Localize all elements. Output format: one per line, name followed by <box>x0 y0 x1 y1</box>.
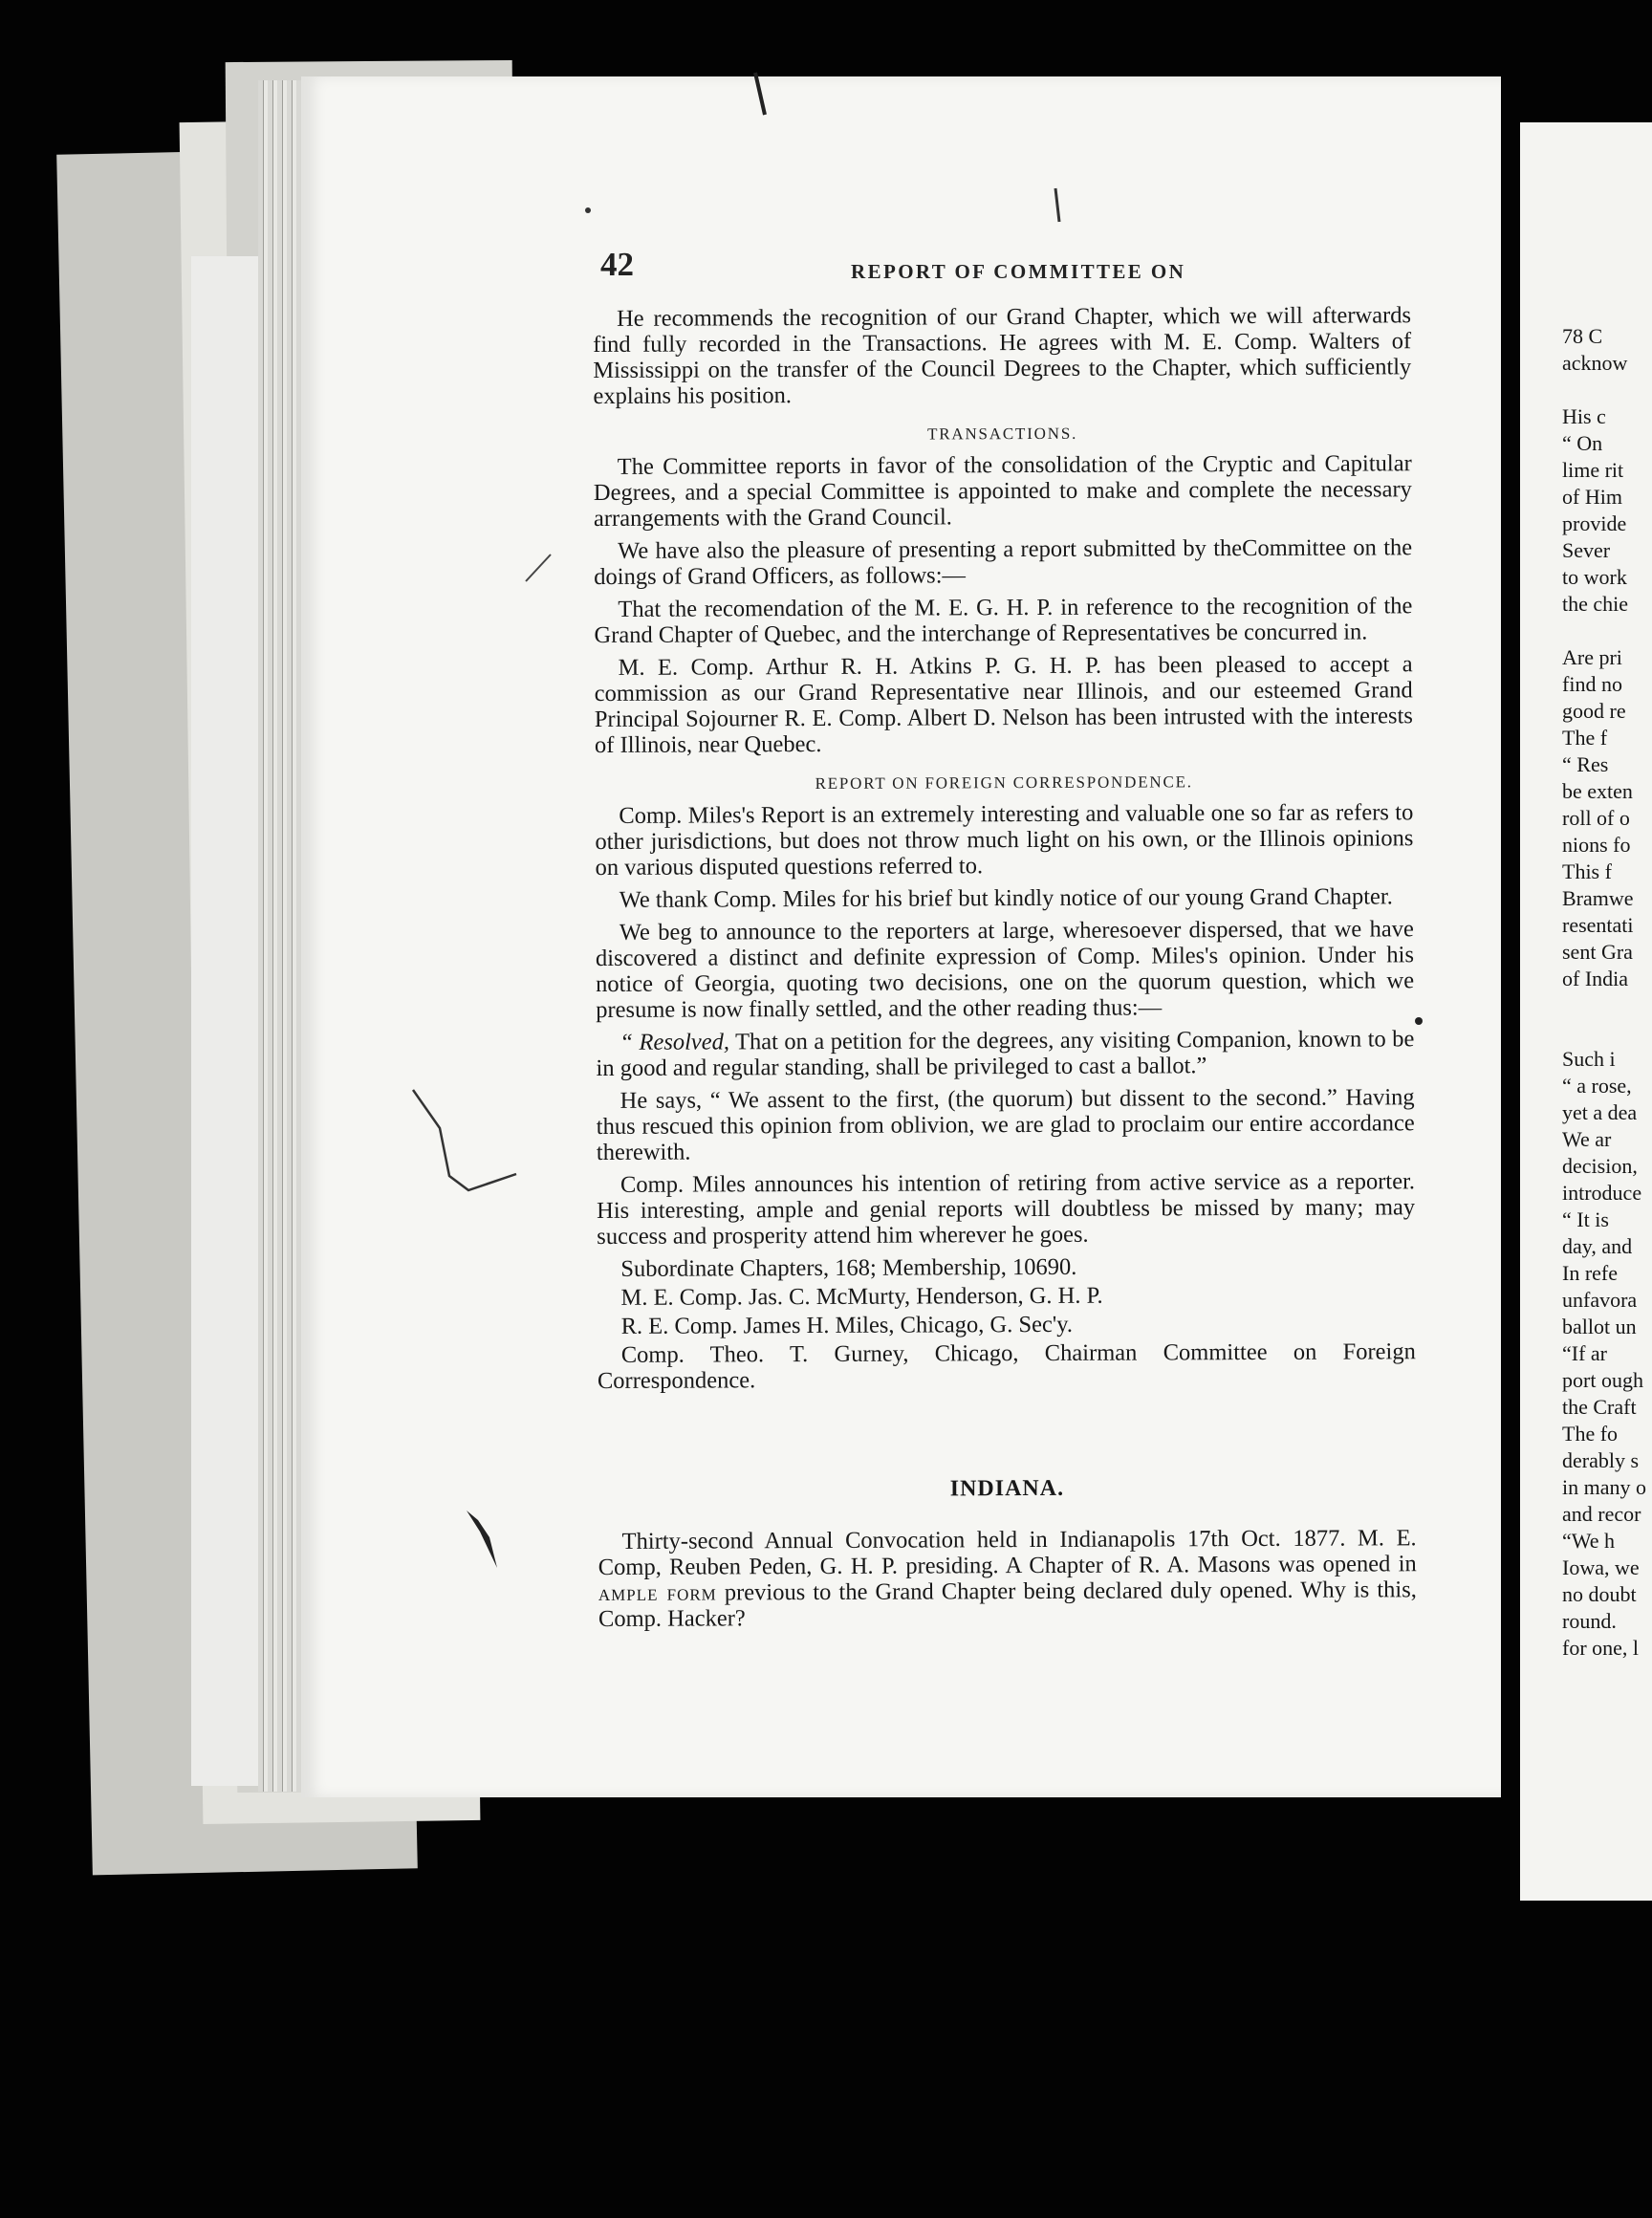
facing-page-line: find no <box>1562 672 1622 696</box>
facing-page-line: “ It is <box>1562 1207 1609 1231</box>
section-heading: REPORT ON FOREIGN CORRESPONDENCE. <box>815 772 1193 793</box>
facing-page-line: “If ar <box>1562 1341 1608 1365</box>
resolution-text: That on a petition for the degrees, any visiting Companion, known to be in good and regular standing, shall be privileged to cast a ballot.” <box>596 1026 1415 1081</box>
facing-page-line: “ On <box>1562 431 1603 455</box>
officer-line: M. E. Comp. Jas. C. McMurty, Henderson, G. H. P. <box>620 1282 1103 1311</box>
resolved-lead: “ Resolved, <box>620 1029 730 1055</box>
facing-page-line: “ Res <box>1562 752 1609 776</box>
facing-page-line: derably s <box>1562 1448 1640 1472</box>
page-number: 42 <box>600 246 634 283</box>
facing-page-line: introduce <box>1562 1181 1642 1205</box>
facing-page-line: Iowa, we <box>1562 1555 1640 1579</box>
facing-page-line: Bramwe <box>1562 886 1634 910</box>
paragraph-text: previous to the Grand Chapter being declared duly opened. Why is this, Comp. Hacker? <box>598 1577 1417 1632</box>
officer-line: Comp. Theo. T. Gurney, Chicago, Chairman Committee on Foreign Correspondence. <box>597 1338 1416 1394</box>
facing-page-line <box>1562 377 1652 403</box>
paragraph: We thank Comp. Miles for his brief but kindly notice of our young Grand Chapter. <box>619 883 1393 913</box>
facing-page-line: “We h <box>1562 1529 1616 1553</box>
facing-page-line: unfavora <box>1562 1288 1638 1312</box>
facing-page-line: in many o <box>1562 1475 1646 1499</box>
facing-page-line: the Craft <box>1562 1395 1637 1419</box>
facing-page-line: roll of o <box>1562 806 1630 830</box>
facing-page-line <box>1562 618 1652 644</box>
facing-page-line: In refe <box>1562 1261 1619 1285</box>
facing-page-text <box>1562 323 1652 1662</box>
facing-page-line: 78 C <box>1562 324 1603 348</box>
state-heading: INDIANA. <box>949 1475 1065 1502</box>
facing-page-line: decision, <box>1562 1154 1638 1178</box>
facing-page-line: This f <box>1562 859 1612 883</box>
facing-page <box>1520 122 1652 1901</box>
facing-page-line: to work <box>1562 565 1627 589</box>
facing-page-line: resentati <box>1562 913 1634 937</box>
paragraph: Comp. Miles announces his intention of retiring from active service as a reporter. His interesting, ample and genial reports will doubtless be missed by many; may success and prosperity attend him wherever he goes. <box>597 1168 1416 1250</box>
facing-page-line: port ough <box>1562 1368 1643 1392</box>
facing-page-line: We ar <box>1562 1127 1612 1151</box>
facing-page-line <box>1562 992 1652 1019</box>
facing-page-line: provide <box>1562 511 1627 535</box>
facing-page-line: The fo <box>1562 1422 1619 1446</box>
quoted-resolution <box>596 1026 1414 1081</box>
facing-page-line: round. <box>1562 1609 1617 1633</box>
paragraph: That the recomendation of the M. E. G. H. P. in reference to the recognition of the Grand Chapter of Quebec, and the interchange of Representatives be concurred in. <box>594 593 1413 648</box>
paragraph: Comp. Miles's Report is an extremely interesting and valuable one so far as refers to other jurisdictions, but does not throw much light on his own, or the Illinois opinions on various disputed questions referred to. <box>595 799 1414 881</box>
running-head: REPORT OF COMMITTEE ON <box>851 260 1186 283</box>
facing-page-line: Sever <box>1562 538 1611 562</box>
facing-page-line: of India <box>1562 967 1629 990</box>
text-column <box>593 302 1417 1639</box>
facing-page-line: sent Gra <box>1562 940 1633 964</box>
statistics-line: Subordinate Chapters, 168; Membership, 10690. <box>620 1253 1077 1282</box>
facing-page-line: for one, l <box>1562 1636 1640 1660</box>
facing-page-line: Such i <box>1562 1047 1616 1071</box>
paragraph: M. E. Comp. Arthur R. H. Atkins P. G. H. P. has been pleased to accept a commission as our Grand Representative near Illinois, and our esteemed Grand Principal Sojourner R. E. Comp. Albert D. Nelson has been intrusted with the interests of Illinois, near Quebec. <box>594 651 1413 758</box>
facing-page-line: of Him <box>1562 485 1622 509</box>
paragraph: He says, “ We assent to the first, (the quorum) but dissent to the second.” Having thus rescued this opinion from oblivion, we are glad to proclaim our entire accordance therewith. <box>596 1084 1415 1165</box>
paragraph: He recommends the recognition of our Grand Chapter, which we will afterwards find fully recorded in the Transactions. He agrees with M. E. Comp. Walters of Mississippi on the transfer of the Council Degrees to the Chapter, which sufficiently explains his position. <box>593 302 1412 409</box>
facing-page-line: and recor <box>1562 1502 1641 1526</box>
paragraph-text: Thirty-second Annual Convocation held in Indianapolis 17th Oct. 1877. M. E. Comp, Reuben Peden, G. H. P. presiding. A Chapter of R. A. Masons was opened in <box>598 1525 1417 1580</box>
facing-page-line: Are pri <box>1562 645 1622 669</box>
facing-page-line: The f <box>1562 726 1608 750</box>
officer-line: R. E. Comp. James H. Miles, Chicago, G. Sec'y. <box>620 1311 1074 1339</box>
paragraph: We have also the pleasure of presenting a report submitted by theCommittee on the doings of Grand Officers, as follows:— <box>594 534 1413 590</box>
facing-page-line: yet a dea <box>1562 1100 1638 1124</box>
facing-page-line: ballot un <box>1562 1315 1637 1338</box>
facing-page-line: nions fo <box>1562 833 1631 857</box>
section-heading: TRANSACTIONS. <box>927 424 1078 444</box>
facing-page-line: acknow <box>1562 351 1628 375</box>
paragraph: The Committee reports in favor of the consolidation of the Cryptic and Capitular Degrees, and a special Committee is appointed to make and complete the necessary arrangements with the Grand Council. <box>593 450 1412 532</box>
facing-page-line: His c <box>1562 404 1606 428</box>
facing-page-line <box>1562 1019 1652 1046</box>
facing-page-line: no doubt <box>1562 1582 1637 1606</box>
small-caps-text: ample form <box>598 1579 717 1606</box>
facing-page-line: day, and <box>1562 1234 1633 1258</box>
facing-page-line: the chie <box>1562 592 1629 616</box>
facing-page-line: good re <box>1562 699 1626 723</box>
facing-page-line: lime rit <box>1562 458 1624 482</box>
facing-page-line: “ a rose, <box>1562 1074 1632 1098</box>
facing-page-line: be exten <box>1562 779 1633 803</box>
paragraph: We beg to announce to the reporters at large, wheresoever dispersed, that we have discovered a distinct and definite expression of Comp. Miles's opinion. Under his notice of Georgia, quoting two decisions, one on the quorum question, which we presume is now finally settled, and the other reading thus:— <box>595 916 1415 1023</box>
paragraph <box>598 1525 1417 1632</box>
